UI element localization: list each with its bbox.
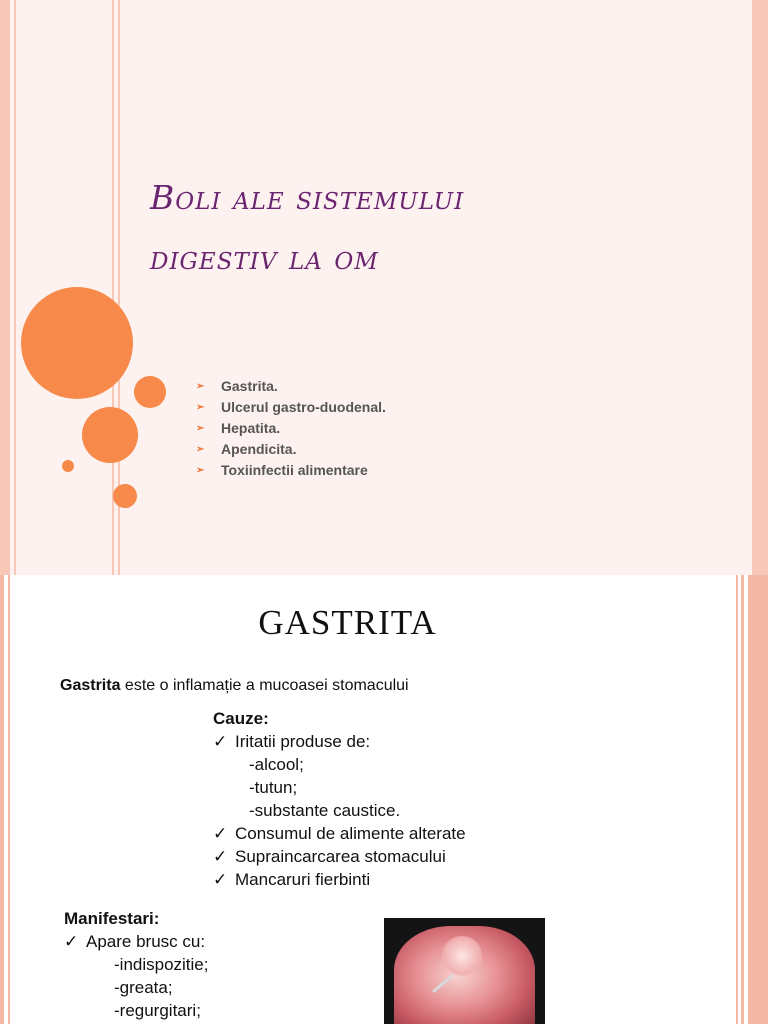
list-item [213,730,466,753]
slide-title: GASTRITA [258,603,437,642]
title-line-2: digestiv la om [150,238,379,277]
manifestations-heading: Manifestari: [64,909,160,928]
right-border-stripe-thin [736,575,738,1024]
list-item-label: Supraincarcarea stomacului [235,847,446,866]
decorative-circle [134,376,166,408]
sub-item: -greata; [114,978,173,997]
checkmark-icon: ✓ [213,732,228,751]
sub-item: -regurgitari; [114,1001,201,1020]
list-item [213,868,466,891]
arrow-bullet-icon: ➢ [196,465,205,476]
right-border-stripe [748,575,768,1024]
decorative-circle [113,484,137,508]
left-border-stripe [0,0,10,575]
list-item-label: Iritatii produse de: [235,732,371,751]
topic-list [196,376,386,481]
decorative-circle-large [21,287,133,399]
sub-item: -indispozitie; [114,955,209,974]
list-item [196,460,386,481]
definition-text [60,677,409,695]
endoscopy-image [384,918,545,1024]
definition-body: este o inflamație a mucoasei stomacului [120,677,409,694]
list-item-label: Hepatita. [221,420,281,436]
definition-term: Gastrita [60,677,121,694]
list-item [196,439,386,460]
mucosa-fold [442,936,482,976]
list-item [213,822,466,845]
sub-item: -substante caustice. [249,801,401,820]
decorative-circle-small [62,460,74,472]
gastrita-slide [0,575,768,1024]
list-item-label: Mancaruri fierbinti [235,870,371,889]
list-item-label: Apendicita. [221,441,297,457]
slide-title [150,168,710,288]
checkmark-icon: ✓ [64,932,79,951]
list-item-label: Toxiinfectii alimentare [221,462,368,478]
decorative-circle [82,407,138,463]
list-item-label: Consumul de alimente alterate [235,824,466,843]
causes-section [213,707,466,891]
list-item-label: Apare brusc cu: [86,932,206,951]
left-border-stripe-thin [14,0,16,575]
list-item [213,845,466,868]
list-item [196,397,386,418]
list-item [64,930,209,953]
causes-heading: Cauze: [213,709,269,728]
manifestations-section [64,907,209,1022]
left-border-stripe [0,575,4,1024]
right-border-stripe-thin [741,575,744,1024]
arrow-bullet-icon: ➢ [196,381,205,392]
list-item-label: Gastrita. [221,378,278,394]
title-line-1: Boli ale sistemului [150,178,465,217]
sub-item: -tutun; [249,778,298,797]
sub-item: -alcool; [249,755,304,774]
vertical-guide-line [112,0,114,575]
checkmark-icon: ✓ [213,847,228,866]
arrow-bullet-icon: ➢ [196,402,205,413]
arrow-bullet-icon: ➢ [196,444,205,455]
checkmark-icon: ✓ [213,870,228,889]
checkmark-icon: ✓ [213,824,228,843]
list-item [196,376,386,397]
list-item-label: Ulcerul gastro-duodenal. [221,399,386,415]
left-border-stripe-thin [8,575,10,1024]
arrow-bullet-icon: ➢ [196,423,205,434]
list-item [196,418,386,439]
right-border-stripe [752,0,768,575]
